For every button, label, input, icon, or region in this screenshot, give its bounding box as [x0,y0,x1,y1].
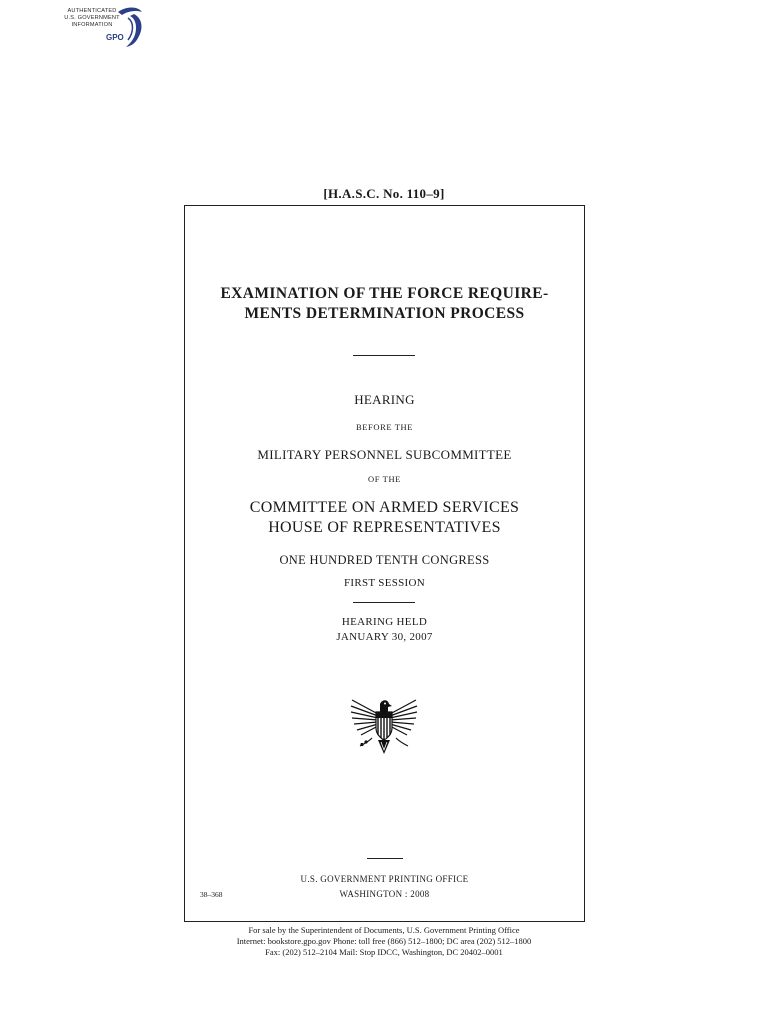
hearing-title [185,284,584,324]
gpo-eagle-icon [114,6,148,48]
job-number: 38–368 [200,890,223,899]
subcommittee-name: MILITARY PERSONNEL SUBCOMMITTEE [257,447,512,462]
hearing-title-line: MENTS DETERMINATION PROCESS [244,305,525,322]
logo-gpo-text: GPO [106,33,124,42]
of-the-label: OF THE [368,474,401,484]
house-name: HOUSE OF REPRESENTATIVES [268,519,501,536]
logo-line: AUTHENTICATED [67,8,117,14]
congress-label: ONE HUNDRED TENTH CONGRESS [279,553,490,567]
committee-name: COMMITTEE ON ARMED SERVICES [249,499,520,516]
printing-office-label: U.S. GOVERNMENT PRINTING OFFICE [300,874,469,884]
footer-line: Internet: bookstore.gpo.gov Phone: toll free (866) 512–1800; DC area (202) 512–1800 [236,936,532,946]
before-the-label: BEFORE THE [355,422,414,432]
footer-line: Fax: (202) 512–2104 Mail: Stop IDCC, Washington, DC 20402–0001 [265,947,503,957]
divider-rule [353,355,415,356]
hearing-held-label: HEARING HELD [341,616,428,628]
hearing-label: HEARING [354,392,415,407]
session-label: FIRST SESSION [343,577,426,589]
hearing-date: JANUARY 30, 2007 [336,631,433,643]
congressional-eagle-seal-icon [348,694,420,762]
divider-rule [353,602,415,603]
logo-line: U.S. GOVERNMENT [64,15,120,21]
sales-footer [0,925,768,958]
place-year-label: WASHINGTON : 2008 [339,889,430,899]
title-page-frame [184,205,585,922]
hasc-number: [H.A.S.C. No. 110–9] [323,186,445,201]
divider-rule [367,858,403,859]
gpo-authentication-logo [56,6,148,48]
logo-line: INFORMATION [71,22,113,28]
footer-line: For sale by the Superintendent of Documents, U.S. Government Printing Office [248,925,520,935]
hearing-title-line: EXAMINATION OF THE FORCE REQUIRE- [220,285,549,302]
